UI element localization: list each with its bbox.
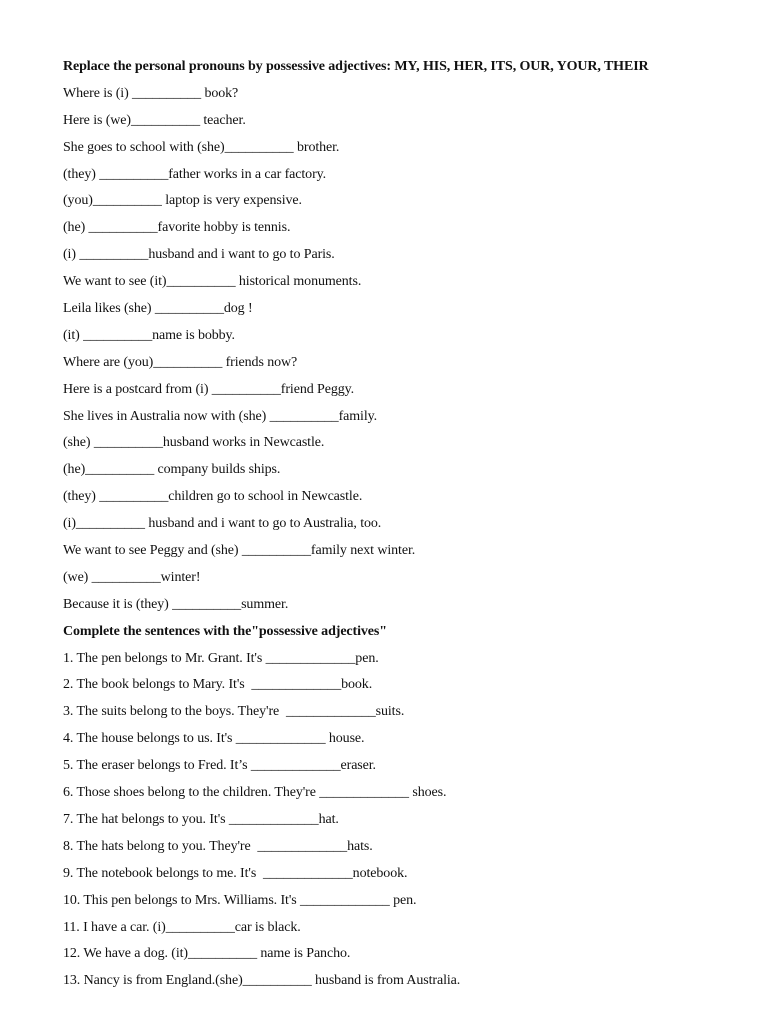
worksheet (63, 54, 753, 995)
exercise-item: (he)__________ company builds ships. (63, 462, 281, 478)
exercise-item: (she) __________husband works in Newcastle. (63, 435, 325, 451)
exercise-item: (they) __________father works in a car factory. (63, 166, 327, 182)
section1-heading: Replace the personal pronouns by possessive adjectives: MY, HIS, HER, ITS, OUR, YOUR, THEIR (63, 59, 649, 74)
exercise-item: (he) __________favorite hobby is tennis. (63, 220, 291, 236)
exercise-item: Here is a postcard from (i) __________friend Peggy. (63, 381, 355, 397)
exercise-item: 9. The notebook belongs to me. It's _____________notebook. (63, 865, 408, 881)
section2-list (63, 646, 753, 996)
exercise-item: 3. The suits belong to the boys. They're _____________suits. (63, 704, 405, 720)
exercise-item: She goes to school with (she)__________ brother. (63, 139, 340, 155)
exercise-item: 1. The pen belongs to Mr. Grant. It's _____________pen. (63, 650, 379, 666)
exercise-item: We want to see (it)__________ historical monuments. (63, 274, 362, 290)
exercise-item: Where are (you)__________ friends now? (63, 354, 298, 370)
exercise-item: (you)__________ laptop is very expensive. (63, 193, 302, 209)
exercise-item: 2. The book belongs to Mary. It's _____________book. (63, 677, 373, 693)
exercise-item: 5. The eraser belongs to Fred. It’s _____________eraser. (63, 758, 376, 774)
exercise-item: 11. I have a car. (i)__________car is black. (63, 919, 301, 935)
exercise-item: We want to see Peggy and (she) __________family next winter. (63, 543, 416, 559)
section1-list (63, 81, 753, 619)
exercise-item: 7. The hat belongs to you. It's _____________hat. (63, 811, 339, 827)
exercise-item: (i)__________ husband and i want to go to Australia, too. (63, 516, 382, 532)
exercise-item: 8. The hats belong to you. They're _____________hats. (63, 838, 373, 854)
exercise-item: (i) __________husband and i want to go to Paris. (63, 247, 335, 263)
exercise-item: (it) __________name is bobby. (63, 327, 235, 343)
exercise-item: (we) __________winter! (63, 569, 201, 585)
exercise-item: 12. We have a dog. (it)__________ name is Pancho. (63, 946, 351, 962)
exercise-item: 10. This pen belongs to Mrs. Williams. It's _____________ pen. (63, 892, 417, 908)
exercise-item: Because it is (they) __________summer. (63, 596, 289, 612)
section2-heading: Complete the sentences with the"possessive adjectives" (63, 623, 387, 639)
exercise-item: (they) __________children go to school in Newcastle. (63, 489, 363, 505)
exercise-item: She lives in Australia now with (she) __________family. (63, 408, 377, 424)
exercise-item: Leila likes (she) __________dog ! (63, 301, 253, 317)
exercise-item: 6. Those shoes belong to the children. They're _____________ shoes. (63, 785, 447, 801)
exercise-item: 4. The house belongs to us. It's _____________ house. (63, 731, 365, 747)
exercise-item: Where is (i) __________ book? (63, 85, 239, 101)
exercise-item: 13. Nancy is from England.(she)__________ husband is from Australia. (63, 973, 461, 989)
exercise-item: Here is (we)__________ teacher. (63, 112, 246, 128)
